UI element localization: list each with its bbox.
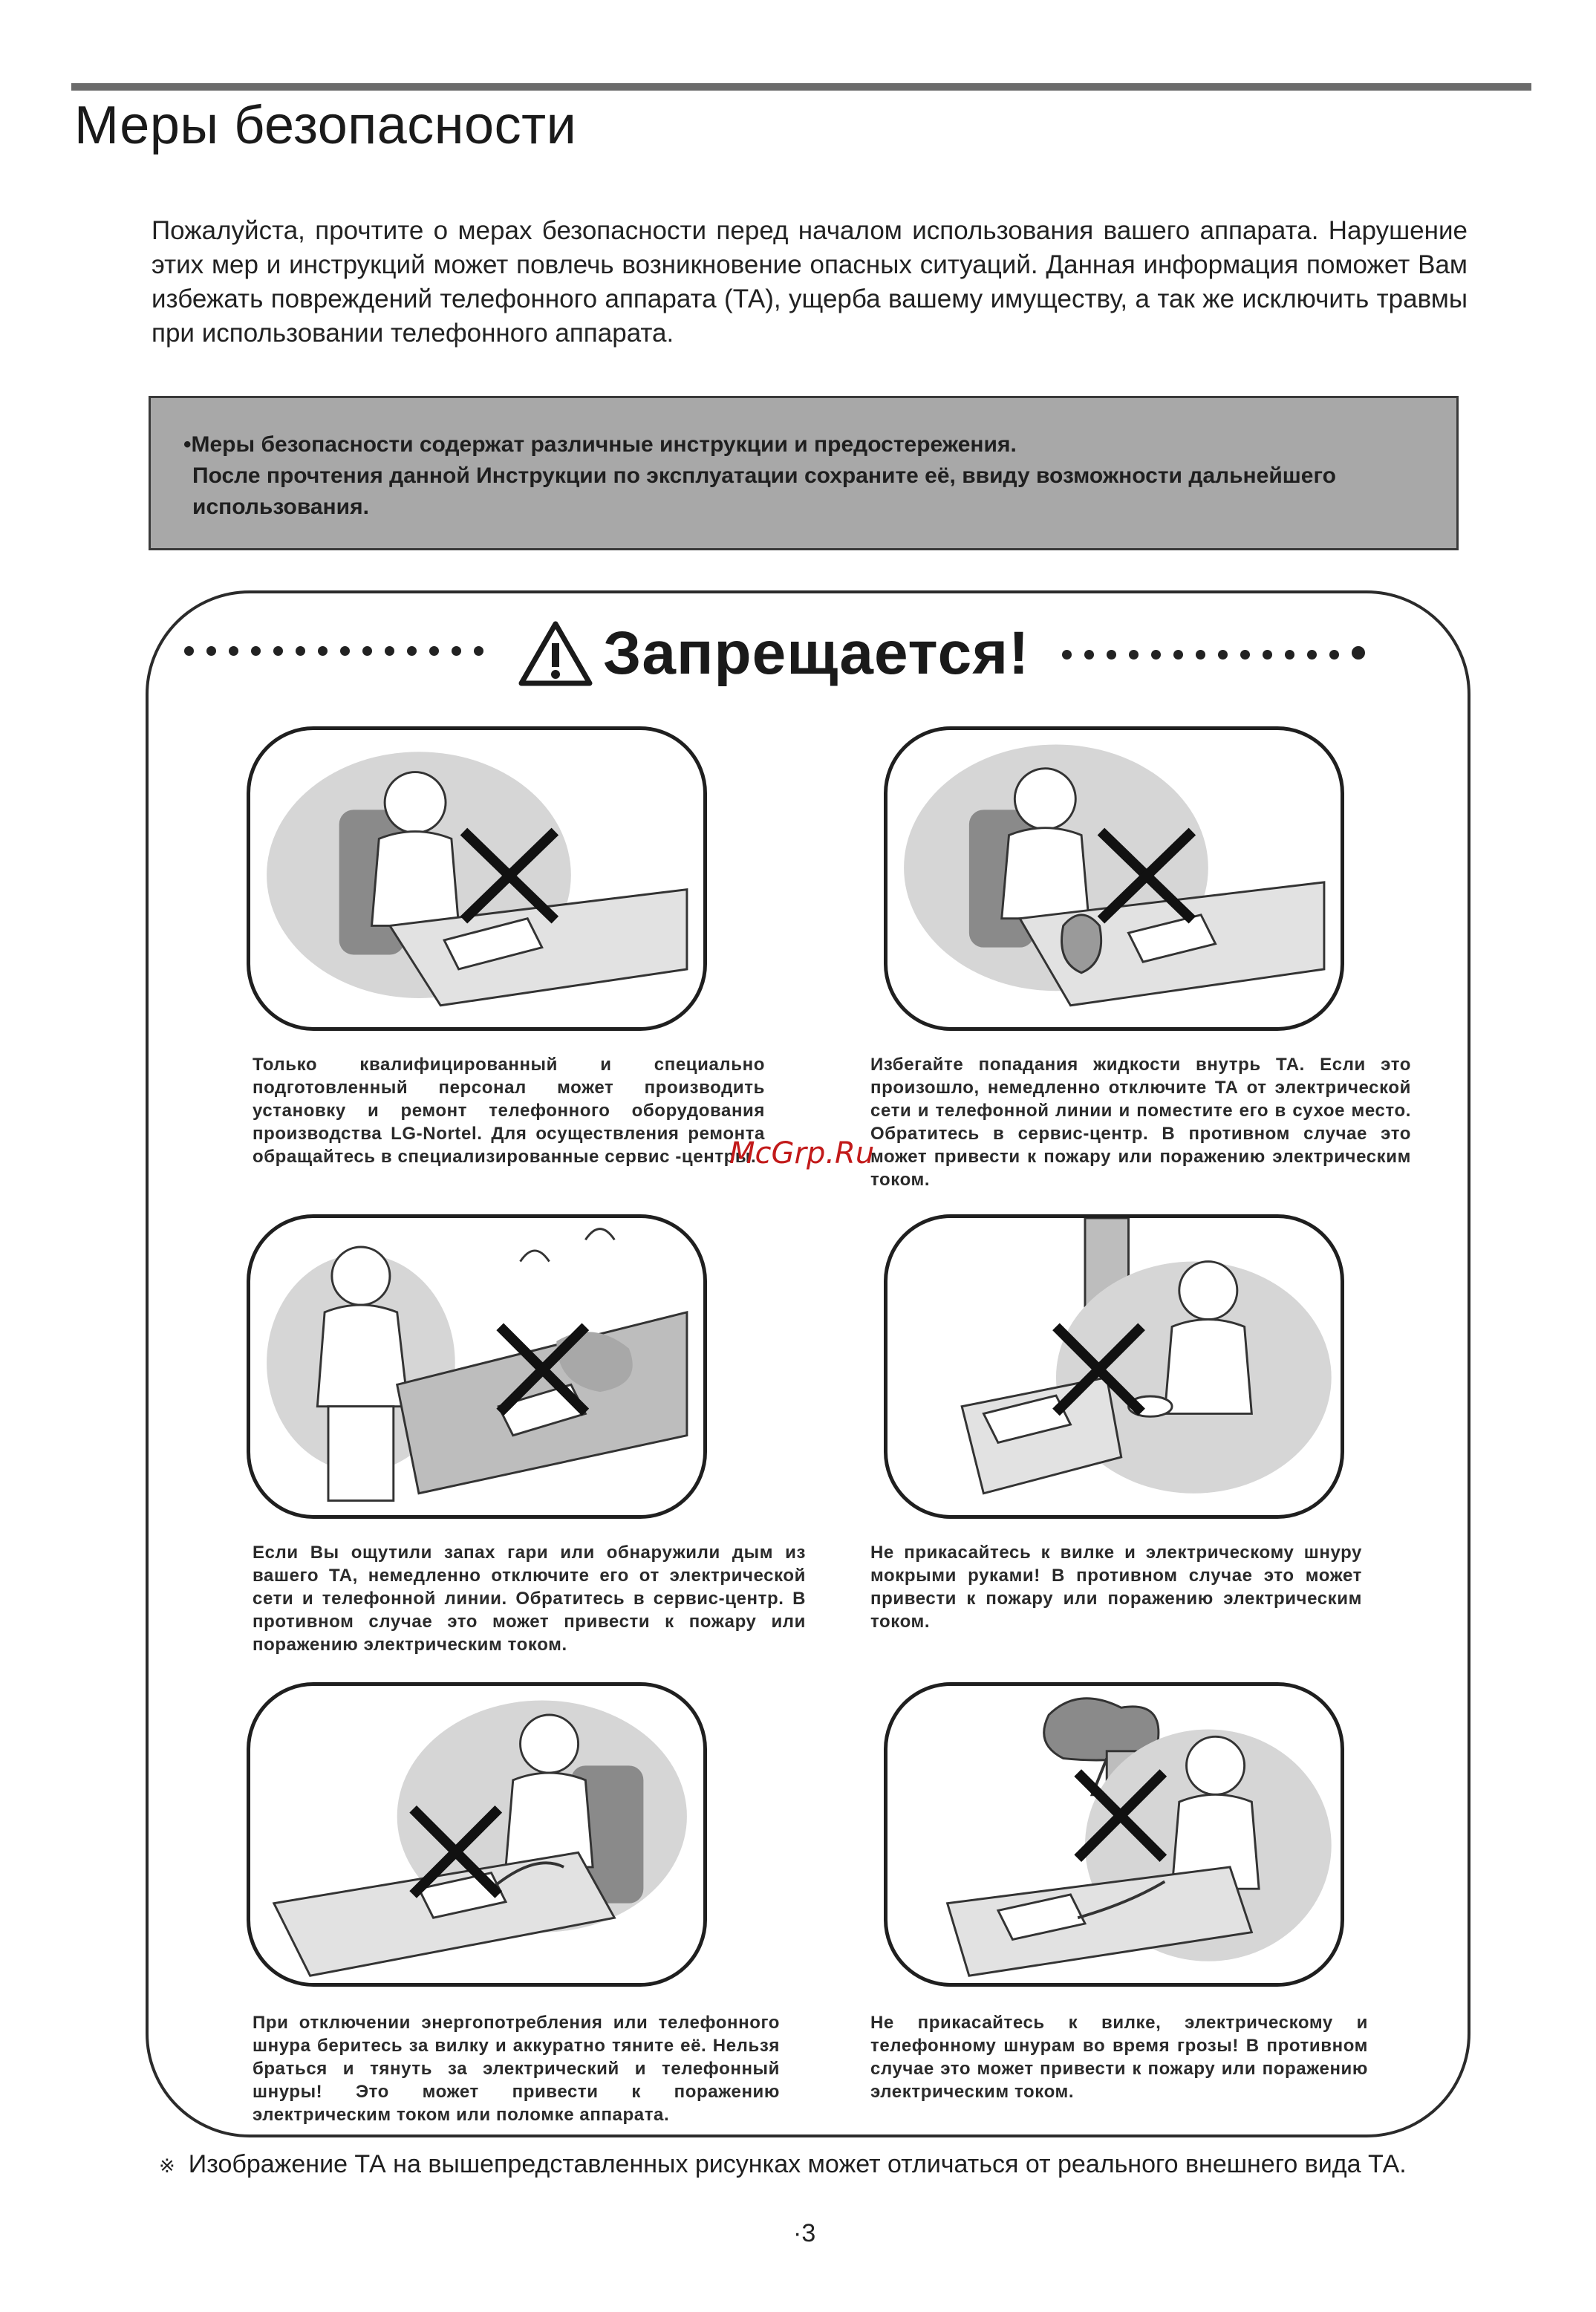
dots-right bbox=[1062, 646, 1378, 661]
intro-paragraph: Пожалуйста, прочтите о мерах безопасности перед началом использования вашего аппарата. Нарушение этих мер и инструкций может повлечь возникновение опасных ситуаций. Данная информация поможет Вам избежать повреждений телефонного аппарата (ТА), ущерба вашему имуществу, а так же исключить травмы при использовании телефонного аппарата. bbox=[152, 216, 1468, 348]
illustration-repair bbox=[247, 726, 707, 1031]
watermark: McGrp.Ru bbox=[729, 1136, 875, 1170]
warning-triangle-icon bbox=[518, 621, 593, 686]
note-line-2: После прочтения данной Инструкции по эксплуатации сохраните её, ввиду возможности дальнейшего использования. bbox=[192, 463, 1336, 519]
repair-scene-icon bbox=[250, 730, 703, 1027]
forbidden-title: Запрещается! bbox=[603, 619, 1030, 687]
note-box bbox=[149, 396, 1459, 550]
top-rule bbox=[71, 83, 1531, 91]
illustration-thunderstorm bbox=[884, 1682, 1344, 1987]
note-line-1: •Меры безопасности содержат различные инструкции и предостережения. bbox=[183, 432, 1017, 457]
page-number: ·3 bbox=[793, 2219, 816, 2247]
wet-hands-scene-icon bbox=[887, 1218, 1341, 1515]
caption-liquid: Избегайте попадания жидкости внутрь ТА. Если это произошло, немедленно отключите ТА от электрической сети и телефонной линии и поместите его в сухое место. Обратитесь в сервис-центр. В противном случае это может привести к пожару или поражению электрическим током. bbox=[870, 1055, 1411, 1190]
pull-cord-scene-icon bbox=[250, 1686, 703, 1983]
footnote bbox=[159, 2150, 1407, 2179]
dots-left bbox=[184, 646, 496, 661]
caption-smoke: Если Вы ощутили запах гари или обнаружили дым из вашего ТА, немедленно отключите его от электрической сети и телефонной линии. Обратитесь в сервис-центр. В противном случае это может привести к пожару или поражению электрическим током. bbox=[253, 1543, 806, 1655]
thunderstorm-scene-icon bbox=[887, 1686, 1341, 1983]
illustration-liquid bbox=[884, 726, 1344, 1031]
page-title: Меры безопасности bbox=[74, 96, 577, 155]
footnote-text: Изображение ТА на вышепредставленных рисунках может отличаться от реального внешнего вида ТА. bbox=[188, 2150, 1407, 2178]
illustration-wet-hands bbox=[884, 1214, 1344, 1519]
illustration-pull-cord bbox=[247, 1682, 707, 1987]
smoke-scene-icon bbox=[250, 1218, 703, 1515]
liquid-scene-icon bbox=[887, 730, 1341, 1027]
forbidden-heading bbox=[518, 616, 1029, 691]
illustration-smoke bbox=[247, 1214, 707, 1519]
caption-repair: Только квалифицированный и специально подготовленный персонал может производить установку и ремонт телефонного оборудования производства LG-Nortel. Для осуществления ремонта обращайтесь в специализированные сервис -центры. bbox=[253, 1055, 765, 1167]
caption-pull-cord: При отключении энергопотребления или телефонного шнура беритесь за вилку и аккуратно тяните её. Нельзя браться и тянуть за электрический и телефонный шнуры! Это может привести к поражению электрическим током или поломке аппарата. bbox=[253, 2013, 780, 2125]
caption-wet-hands: Не прикасайтесь к вилке и электрическому шнуру мокрыми руками! В противном случае это может привести к пожару или поражению электрическим током. bbox=[870, 1543, 1362, 1632]
reference-mark-icon: ※ bbox=[159, 2155, 175, 2177]
caption-thunderstorm: Не прикасайтесь к вилке, электрическому и телефонному шнурам во время грозы! В противном случае это может привести к пожару или поражению электрическим током. bbox=[870, 2013, 1368, 2102]
